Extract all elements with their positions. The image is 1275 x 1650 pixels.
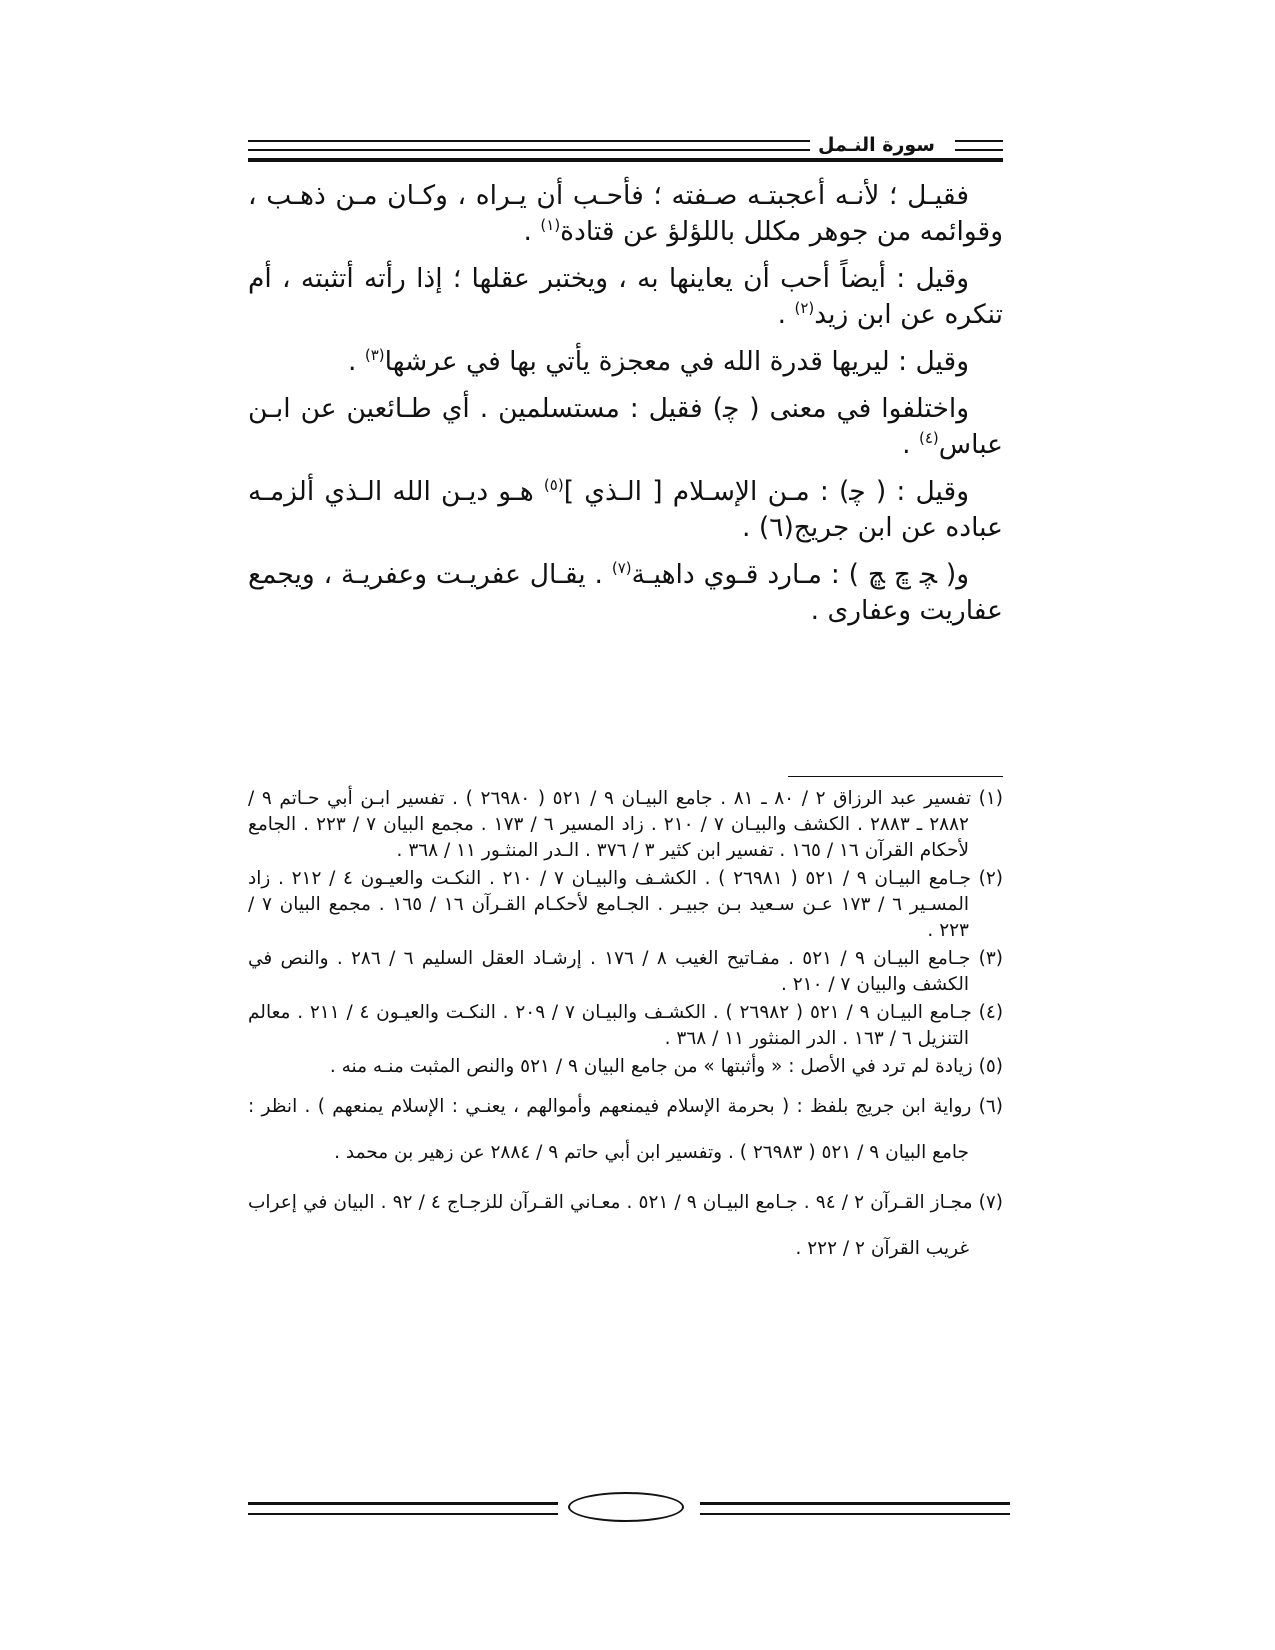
footnote-ref: (٥) bbox=[543, 476, 564, 495]
page-header bbox=[248, 132, 1003, 162]
main-text bbox=[248, 178, 1003, 640]
footnote-ref: (٢) bbox=[794, 299, 815, 318]
paragraph: وقيل : ليريها قدرة الله في معجزة يأتي بها في عرشها$^{(٣)}$ . bbox=[348, 346, 969, 377]
header-thick-rule bbox=[248, 158, 1003, 162]
bottom-rule-right bbox=[700, 1502, 1010, 1515]
header-double-rule-right bbox=[955, 140, 1003, 151]
paragraph: واختلفوا في معنى ( ﭼ) فقيل : مستسلمين . أي طـائعين عن ابـن عباس$^{(٤)}$ . bbox=[248, 393, 1003, 460]
footnote-ref: (٤) bbox=[918, 429, 939, 448]
footnote: (٣) جـامع البيـان ٩ / ٥٢١ . مفـاتيح الغيب ٨ / ١٧٦ . إرشـاد العقل السليم ٦ / ٢٨٦ . والنص في الكشف والبيان ٧ / ٢١٠ . bbox=[248, 948, 1003, 995]
footnote: (٢) جـامع البيـان ٩ / ٥٢١ ( ٢٦٩٨١ ) . الكشـف والبيـان ٧ / ٢١٠ . النكـت والعيـون ٤ / ٢١٢ . زاد المسـير ٦ / ١٧٣ عـن سـعيد بـن جبيـر . الجـامع لأحكـام القـرآن ١٦ / ١٦٥ . مجمع البيان ٧ / ٢٢٣ . bbox=[248, 868, 1004, 941]
paragraph: فقيـل ؛ لأنـه أعجبتـه صـفته ؛ فأحـب أن يـراه ، وكـان مـن ذهـب ، وقوائمه من جوهر مكلل باللؤلؤ عن قتادة$^{(١)}$ . bbox=[248, 180, 1003, 247]
footnote: (٥) زيادة لم ترد في الأصل : « وأثبتها » من جامع البيان ٩ / ٥٢١ والنص المثبت منـه منه . bbox=[329, 1056, 1003, 1077]
footnote-ref: (٣) bbox=[364, 346, 385, 365]
footnote-separator bbox=[788, 776, 1003, 777]
page-number-oval bbox=[568, 1492, 684, 1522]
footnote: (١) تفسير عبد الرزاق ٢ / ٨٠ ـ ٨١ . جامع البيـان ٩ / ٥٢١ ( ٢٦٩٨٠ ) . تفسير ابـن أبي حـاتم ٩ / ٢٨٨٢ ـ ٢٨٨٣ . الكشف والبيـان ٧ / ٢١٠ . زاد المسير ٦ / ١٧٣ . مجمع البيان ٧ / ٢٢٣ . الجامع لأحكام القرآن ١٦ / ١٦٥ . تفسير ابن كثير ٣ / ٣٧٦ . الـدر المنثـور ١١ / ٣٦٨ . bbox=[248, 788, 1003, 861]
footnote: (٤) جـامع البيـان ٩ / ٥٢١ ( ٢٦٩٨٢ ) . الكشـف والبيـان ٧ / ٢٠٩ . النكـت والعيـون ٤ / ٢١١ . معالم التنزيل ٦ / ١٦٣ . الدر المنثور ١١ / ٣٦٨ . bbox=[248, 1002, 1004, 1049]
footnotes bbox=[248, 786, 1003, 1274]
surah-title: سورة النـمل bbox=[810, 132, 943, 158]
bottom-ornament bbox=[248, 1492, 1010, 1522]
footnote-ref: (١) bbox=[540, 216, 561, 235]
header-double-rule-left bbox=[248, 140, 823, 151]
paragraph: وقيل : ( ﭼ) : مـن الإسـلام [ الـذي ]$^{(٥)}$ هـو ديـن الله الـذي ألزمـه عباده عن ابن جريج(٦) . bbox=[248, 476, 1003, 543]
paragraph: و( ﭽ ﭾ ﭿ ) : مـارد قـوي داهيـة$^{(٧)}$ . يقـال عفريـت وعفريـة ، ويجمع عفاريت وعفارى . bbox=[248, 559, 1003, 626]
footnote: (٦) رواية ابن جريج بلفظ : ( بحرمة الإسلام فيمنعهم وأموالهم ، يعنـي : الإسلام يمنعهم ) . انظر : جامع البيان ٩ / ٥٢١ ( ٢٦٩٨٣ ) . وتفسير ابن أبي حاتم ٩ / ٢٨٨٤ عن زهير بن محمد . bbox=[248, 1096, 1003, 1163]
footnote-ref: (٧) bbox=[611, 559, 632, 578]
bottom-rule-left bbox=[248, 1502, 558, 1515]
footnote: (٧) مجـاز القـرآن ٢ / ٩٤ . جـامع البيـان ٩ / ٥٢١ . معـاني القـرآن للزجـاج ٤ / ٩٢ . البيان في إعراب غريب القرآن ٢ / ٢٢٢ . bbox=[248, 1192, 1003, 1259]
paragraph: وقيل : أيضاً أحب أن يعاينها به ، ويختبر عقلها ؛ إذا رأته أتثبته ، أم تنكره عن ابن زيد$^{(٢)}$ . bbox=[248, 263, 1003, 330]
